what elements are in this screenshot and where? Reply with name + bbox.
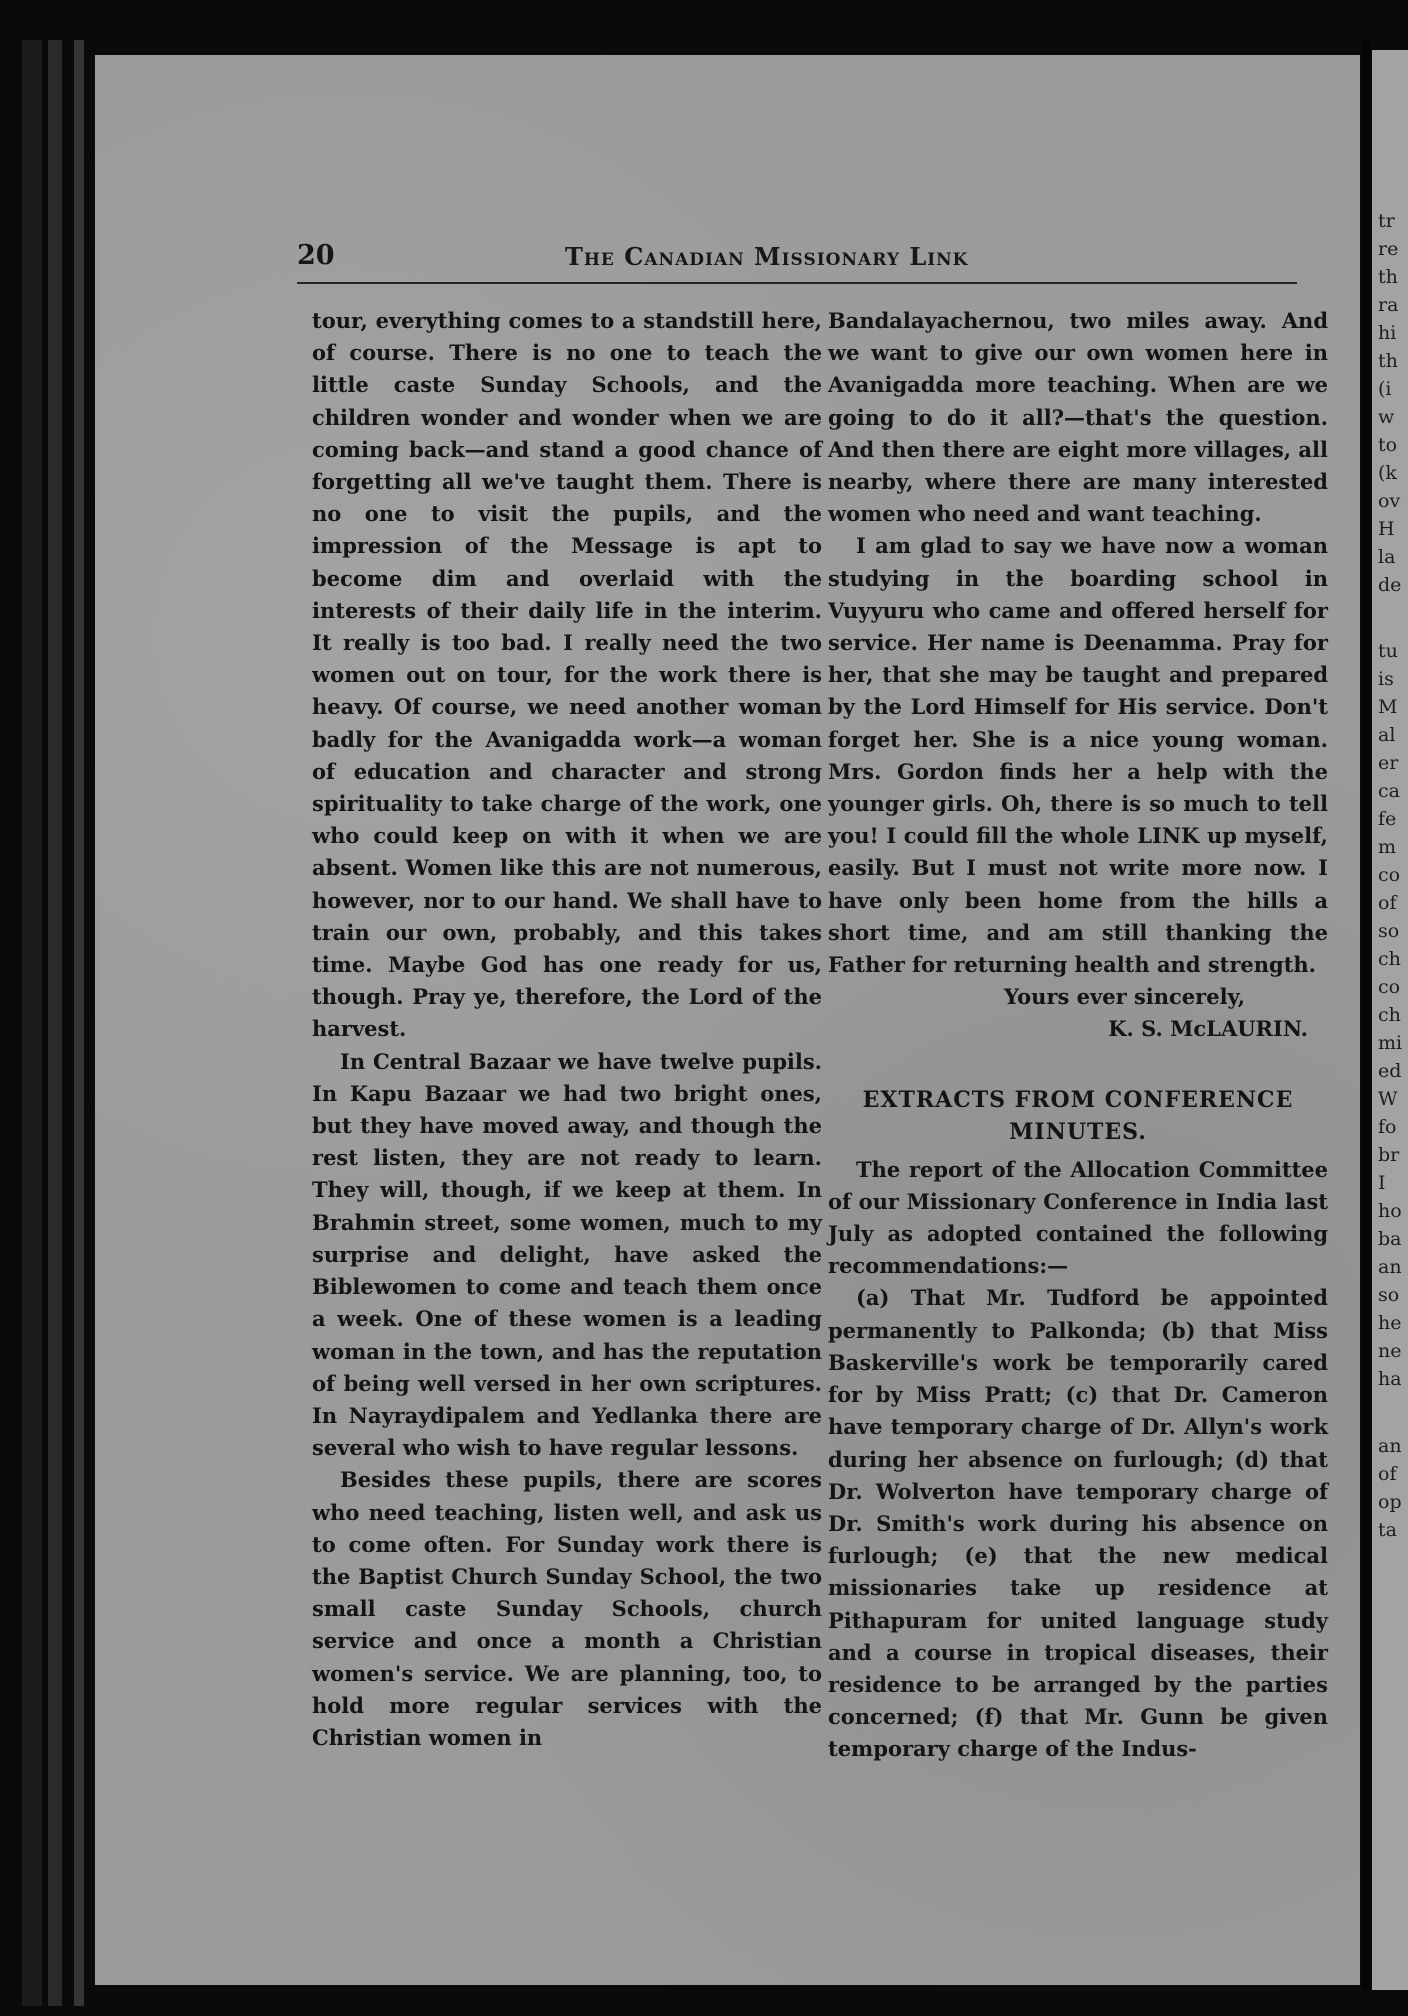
adjacent-page-fragment: th <box>1378 350 1398 372</box>
adjacent-page-fragment: so <box>1378 1284 1400 1306</box>
body-paragraph: tour, everything comes to a standstill here, of course. There is no one to teach the little caste Sunday Schools, and the children wonder and wonder when we are coming back—and stand a good chance of forgetting all we've taught them. There is no one to visit the pupils, and the impression of the Message is apt to become dim and overlaid with the interests of their daily life in the interim. It really is too bad. I really need the two women out on tour, for the work there is heavy. Of course, we need another woman badly for the Avanigadda work—a woman of education and character and strong spirituality to take charge of the work, one who could keep on with it when we are absent. Women like this are not numerous, however, nor to our hand. We shall have to train our own, probably, and this takes time. Maybe God has one ready for us, though. Pray ye, therefore, the Lord of the harvest. <box>312 308 822 1042</box>
adjacent-page-fragment: W <box>1378 1088 1398 1110</box>
adjacent-page-fragment: (i <box>1378 378 1392 400</box>
body-paragraph: I am glad to say we have now a woman studying in the boarding school in Vuyyuru who came and offered herself for service. Her name is Deenamma. Pray for her, that she may be taught and prepared by the Lord Himself for His service. Don't forget her. She is a nice young woman. Mrs. Gordon finds her a help with the younger girls. Oh, there is so much to tell you! I could fill the whole LINK up myself, easily. But I must not write more now. I have only been home from the hills a short time, and am still thanking the Father for returning health and strength. <box>828 533 1328 978</box>
adjacent-page-fragment: co <box>1378 976 1401 998</box>
adjacent-page-fragment: an <box>1378 1256 1402 1278</box>
binding-shadow <box>48 40 62 2006</box>
adjacent-page-fragment: hi <box>1378 322 1397 344</box>
adjacent-page-fragment: of <box>1378 892 1397 914</box>
left-column <box>312 305 822 1754</box>
adjacent-page-fragment: de <box>1378 574 1402 596</box>
adjacent-page-fragment: tr <box>1378 210 1395 232</box>
adjacent-page-edge <box>1372 50 1408 1990</box>
adjacent-page-fragment: (k <box>1378 462 1397 484</box>
adjacent-page-fragment: fe <box>1378 808 1397 830</box>
adjacent-page-fragment: w <box>1378 406 1395 428</box>
body-paragraph: In Central Bazaar we have twelve pupils. In Kapu Bazaar we had two bright ones, but they have moved away, and though the rest listen, they are not ready to learn. They will, though, if we keep at them. In Brahmin street, some women, much to my surprise and delight, have asked the Biblewomen to come and teach them once a week. One of these women is a leading woman in the town, and has the reputation of being well versed in her own scriptures. In Nayraydipalem and Yedlanka there are several who wish to have regular lessons. <box>312 1048 822 1461</box>
adjacent-page-fragment: so <box>1378 920 1400 942</box>
adjacent-page-fragment: la <box>1378 546 1396 568</box>
adjacent-page-fragment: ho <box>1378 1200 1402 1222</box>
adjacent-page-fragment: tu <box>1378 640 1398 662</box>
adjacent-page-fragment: er <box>1378 752 1399 774</box>
body-paragraph: Besides these pupils, there are scores who need teaching, listen well, and ask us to come often. For Sunday work there is the Baptist Church Sunday School, the two small caste Sunday Schools, church service and once a month a Christian women's service. We are planning, too, to hold more regular services with the Christian women in <box>312 1467 822 1750</box>
adjacent-page-fragment: br <box>1378 1144 1400 1166</box>
right-column <box>828 305 1328 1766</box>
adjacent-page-fragment: an <box>1378 1435 1402 1457</box>
adjacent-page-fragment: ov <box>1378 490 1401 512</box>
adjacent-page-fragment: re <box>1378 238 1399 260</box>
section-heading: EXTRACTS FROM CONFERENCE MINUTES. <box>862 1086 1294 1145</box>
adjacent-page-fragment: ha <box>1378 1368 1402 1390</box>
adjacent-page-fragment: ra <box>1378 294 1399 316</box>
adjacent-page-fragment: ne <box>1378 1340 1402 1362</box>
adjacent-page-fragment: m <box>1378 836 1397 858</box>
running-title: The Canadian Missionary Link <box>565 242 969 271</box>
adjacent-page-fragment: fo <box>1378 1116 1397 1138</box>
adjacent-page-fragment: is <box>1378 668 1394 690</box>
body-paragraph: The report of the Allocation Committee of our Missionary Conference in India last July as adopted contained the following recommendations:— <box>828 1156 1328 1279</box>
adjacent-page-fragment: co <box>1378 864 1401 886</box>
letter-signature: K. S. McLAURIN. <box>1108 1016 1308 1042</box>
binding-shadow <box>74 40 84 2006</box>
body-paragraph: (a) That Mr. Tudford be appointed permanently to Palkonda; (b) that Miss Baskerville's work be temporarily cared for by Miss Pratt; (c) that Dr. Cameron have temporary charge of Dr. Allyn's work during her absence on furlough; (d) that Dr. Wolverton have temporary charge of Dr. Smith's work during his absence on furlough; (e) that the new medical missionaries take up residence at Pithapuram for united language study and a course in tropical diseases, their residence to be arranged by the parties concerned; (f) that Mr. Gunn be given temporary charge of the Indus- <box>828 1285 1328 1762</box>
page-gutter <box>1362 40 1370 1990</box>
adjacent-page-fragment: ed <box>1378 1060 1402 1082</box>
adjacent-page-fragment: H <box>1378 518 1395 540</box>
letter-closing: Yours ever sincerely, <box>1004 984 1246 1010</box>
adjacent-page-fragment: ta <box>1378 1519 1397 1541</box>
binding-shadow <box>22 40 42 2006</box>
adjacent-page-fragment: ba <box>1378 1228 1402 1250</box>
adjacent-page-fragment: I <box>1378 1172 1386 1194</box>
adjacent-page-fragment: mi <box>1378 1032 1403 1054</box>
adjacent-page-fragment: al <box>1378 724 1396 746</box>
adjacent-page-fragment: ca <box>1378 780 1400 802</box>
header-rule <box>297 282 1297 284</box>
adjacent-page-fragment: op <box>1378 1491 1402 1513</box>
adjacent-page-fragment: of <box>1378 1463 1397 1485</box>
adjacent-page-fragment: ch <box>1378 948 1401 970</box>
adjacent-page-fragment: he <box>1378 1312 1402 1334</box>
body-paragraph: Bandalayachernou, two miles away. And we want to give our own women here in Avanigadda more teaching. When are we going to do it all?—that's the question. And then there are eight more villages, all nearby, where there are many interested women who need and want teaching. <box>828 308 1328 527</box>
adjacent-page-fragment: ch <box>1378 1004 1401 1026</box>
adjacent-page-fragment: th <box>1378 266 1398 288</box>
adjacent-page-fragment: to <box>1378 434 1398 456</box>
page-header <box>297 240 1297 274</box>
adjacent-page-fragment: M <box>1378 696 1398 718</box>
page-number: 20 <box>297 240 335 271</box>
